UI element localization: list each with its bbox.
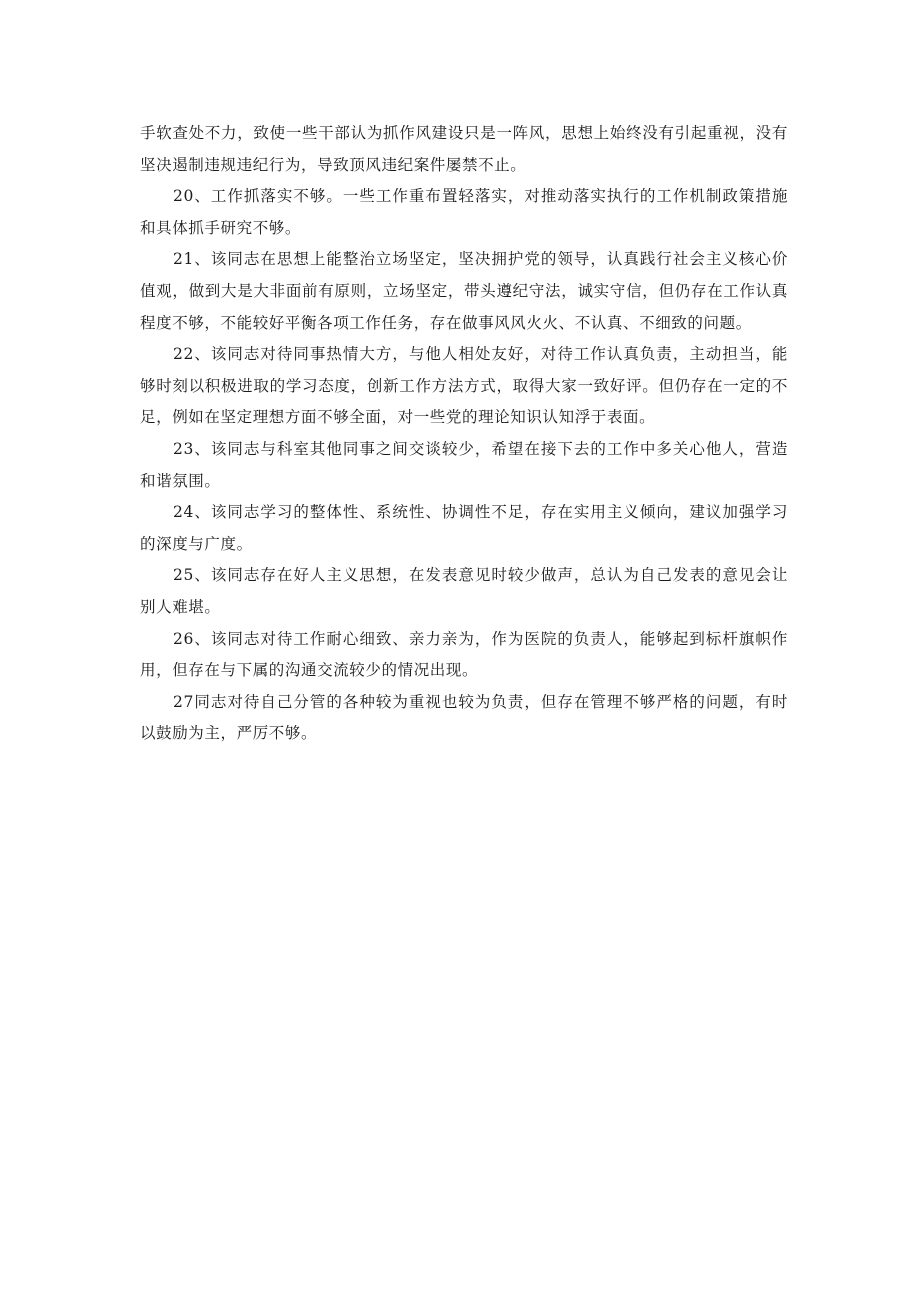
paragraph-item-24: 24、该同志学习的整体性、系统性、协调性不足，存在实用主义倾向，建议加强学习的深度与广度。 <box>140 503 788 553</box>
paragraph-item-21: 21、该同志在思想上能整治立场坚定，坚决拥护党的领导，认真践行社会主义核心价值观，做到大是大非面前有原则，立场坚定，带头遵纪守法，诚实守信，但仍存在工作认真程度不够，不能较好平衡各项工作任务，存在做事风风火火、不认真、不细致的问题。 <box>140 250 788 332</box>
paragraph-item-27: 27同志对待自己分管的各种较为重视也较为负责，但存在管理不够严格的问题，有时以鼓励为主，严厉不够。 <box>140 692 788 743</box>
paragraph-item-20: 20、工作抓落实不够。一些工作重布置轻落实，对推动落实执行的工作机制政策措施和具体抓手研究不够。 <box>140 187 788 237</box>
paragraph-continuation: 手软查处不力，致使一些干部认为抓作风建设只是一阵风，思想上始终没有引起重视，没有坚决遏制违规违纪行为，导致顶风违纪案件屡禁不止。 <box>140 124 788 174</box>
paragraph-item-22: 22、该同志对待同事热情大方，与他人相处友好，对待工作认真负责，主动担当，能够时刻以积极进取的学习态度，创新工作方法方式，取得大家一致好评。但仍存在一定的不足，例如在坚定理想方面不够全面，对一些党的理论知识认知浮于表面。 <box>140 345 788 427</box>
paragraph-item-26: 26、该同志对待工作耐心细致、亲力亲为，作为医院的负责人，能够起到标杆旗帜作用，但存在与下属的沟通交流较少的情况出现。 <box>140 629 788 680</box>
document-body <box>140 118 788 750</box>
paragraph-item-25: 25、该同志存在好人主义思想，在发表意见时较少做声，总认为自己发表的意见会让别人难堪。 <box>140 566 788 616</box>
paragraph-item-23: 23、该同志与科室其他同事之间交谈较少，希望在接下去的工作中多关心他人，营造和谐氛围。 <box>140 439 788 490</box>
